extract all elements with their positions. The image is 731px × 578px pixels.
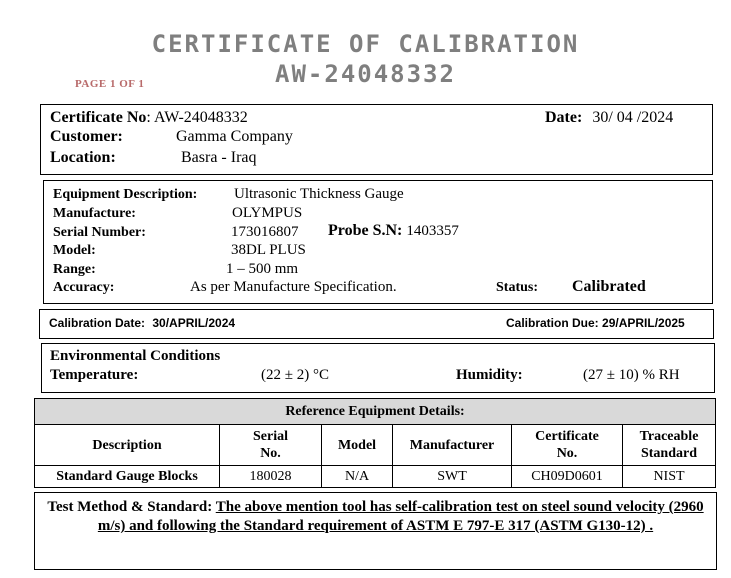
date-label: Date: (545, 109, 583, 126)
test-method-label: Test Method & Standard: (47, 499, 213, 515)
model-value: 38DL PLUS (231, 242, 306, 258)
serial-number-value: 173016807 (231, 224, 299, 240)
humidity-label: Humidity: (456, 367, 523, 383)
calibration-due-value: 29/APRIL/2025 (602, 316, 685, 330)
table-cell-certificate: CH09D0601 (512, 466, 623, 488)
certificate-number-title: AW-24048332 (275, 60, 456, 88)
certificate-info-box (40, 104, 713, 175)
serial-number-label: Serial Number: (53, 225, 146, 240)
column-header-serial-text: Serial No. (253, 429, 288, 461)
customer-value: Gamma Company (176, 128, 293, 145)
calibration-date-label: Calibration Date: (49, 316, 146, 330)
temperature-value: (22 ± 2) °C (261, 367, 329, 383)
equipment-description-value: Ultrasonic Thickness Gauge (234, 186, 404, 202)
range-value: 1 – 500 mm (226, 261, 299, 277)
equipment-box (43, 180, 713, 304)
reference-heading-row (35, 399, 716, 425)
probe-label: Probe S.N: (328, 222, 403, 239)
column-header-model: Model (322, 425, 393, 466)
test-method-text: The above mention tool has self-calibration test on steel sound velocity (2960 m/s) and following the Standard requirement of ASTM E 797-E 317 (ASTM G130-12) . (97, 499, 704, 534)
manufacture-value: OLYMPUS (232, 205, 303, 221)
column-header-certificate-text: Certificate No. (535, 429, 599, 461)
humidity-value: (27 ± 10) % RH (583, 367, 680, 383)
calibration-dates-box (39, 309, 714, 339)
accuracy-label: Accuracy: (53, 280, 115, 295)
test-method-paragraph (41, 498, 710, 536)
customer-label: Customer: (50, 128, 123, 145)
column-header-traceable-text: Traceable Standard (639, 429, 699, 461)
calibration-date-value: 30/APRIL/2024 (152, 316, 236, 330)
test-method-box (34, 492, 717, 570)
certificate-title: CERTIFICATE OF CALIBRATION (151, 30, 580, 58)
certificate-no-row (50, 109, 248, 127)
environment-heading: Environmental Conditions (50, 348, 221, 364)
accuracy-value: As per Manufacture Specification. (190, 279, 397, 295)
date-row (545, 109, 673, 127)
page-indicator: PAGE 1 OF 1 (75, 78, 145, 90)
range-label: Range: (53, 262, 96, 277)
environment-box (41, 343, 715, 393)
probe-value: 1403357 (406, 223, 459, 239)
table-cell-model: N/A (322, 466, 393, 488)
status-value: Calibrated (572, 278, 646, 295)
table-row (35, 466, 716, 488)
temperature-label: Temperature: (50, 367, 139, 383)
column-header-certificate (512, 425, 623, 466)
location-label: Location: (50, 149, 116, 166)
reference-heading: Reference Equipment Details: (35, 399, 716, 425)
table-cell-traceable: NIST (623, 466, 716, 488)
certificate-no-label: Certificate No (50, 109, 147, 126)
probe-row (328, 222, 459, 240)
table-cell-manufacturer: SWT (393, 466, 512, 488)
table-cell-serial: 180028 (220, 466, 322, 488)
certificate-no-value: : AW-24048332 (146, 109, 248, 126)
date-value: 30/ 04 /2024 (592, 109, 674, 126)
model-label: Model: (53, 243, 96, 258)
table-header-row (35, 425, 716, 466)
table-cell-description: Standard Gauge Blocks (35, 466, 220, 488)
calibration-due-label: Calibration Due: (506, 316, 599, 330)
location-value: Basra - Iraq (181, 149, 257, 166)
column-header-serial (220, 425, 322, 466)
manufacture-label: Manufacture: (53, 206, 136, 221)
status-label: Status: (496, 280, 539, 295)
reference-equipment-table (34, 398, 716, 488)
equipment-description-label: Equipment Description: (53, 187, 198, 202)
column-header-description: Description (35, 425, 220, 466)
column-header-manufacturer: Manufacturer (393, 425, 512, 466)
calibration-date-row (49, 316, 235, 330)
calibration-due-row (506, 316, 685, 330)
column-header-traceable (623, 425, 716, 466)
